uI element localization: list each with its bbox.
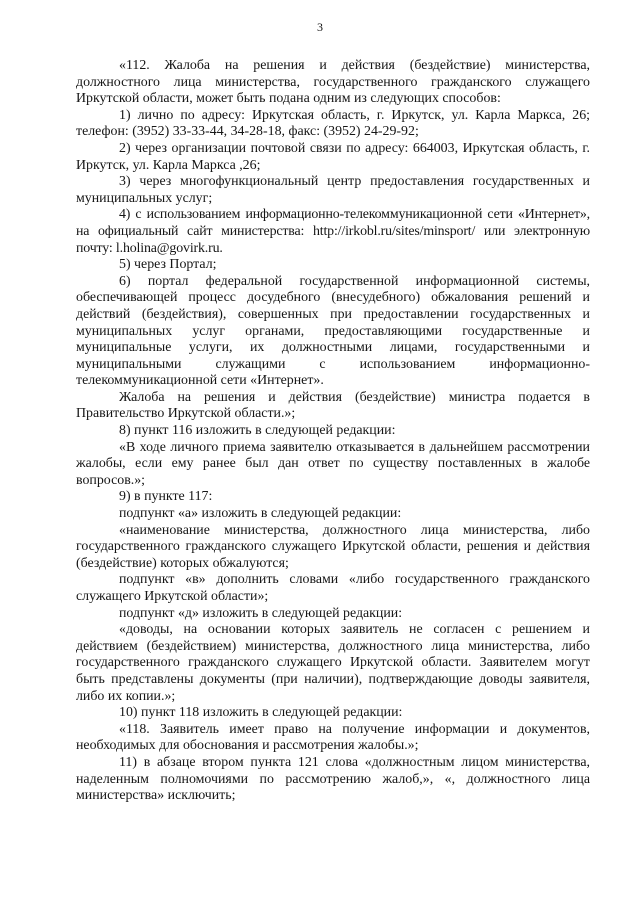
paragraph-method-1: 1) лично по адресу: Иркутская область, г. Иркутск, ул. Карла Маркса, 26; телефон: (3952) 33-33-44, 34-28-18, факс: (3952) 24-29-92; bbox=[76, 107, 590, 140]
paragraph-minister-complaint: Жалоба на решения и действия (бездействие) министра подается в Правительство Иркутской области.»; bbox=[76, 389, 590, 422]
paragraph-item-10: 10) пункт 118 изложить в следующей редакции: bbox=[119, 705, 403, 721]
paragraph-method-3: 3) через многофункциональный центр предоставления государственных и муниципальных услуг; bbox=[76, 174, 590, 206]
paragraph-subitem-d: подпункт «д» изложить в следующей редакции: bbox=[119, 605, 403, 621]
paragraph-112: «112. Жалоба на решения и действия (бездействие) министерства, должностного лица министерства, государственного гражданского служащего Иркутской области, может быть подана одним из следующих способов: bbox=[76, 58, 590, 107]
paragraph-method-2: 2) через организации почтовой связи по адресу: 664003, Иркутская область, г. Иркутск, ул. Карла Маркса ,26; bbox=[76, 140, 590, 173]
page-number: 3 bbox=[317, 20, 323, 34]
paragraph-item-9: 9) в пункте 117: bbox=[119, 489, 213, 505]
paragraph-method-5: 5) через Портал; bbox=[119, 257, 217, 273]
paragraph-item-8-text: «В ходе личного приема заявителю отказывается в дальнейшем рассмотрении жалобы, если ему ранее был дан ответ по существу поставленных в жалобе вопросов.»; bbox=[76, 439, 590, 488]
paragraph-item-10-text: «118. Заявитель имеет право на получение информации и документов, необходимых для обоснования и рассмотрения жалобы.»; bbox=[76, 721, 590, 754]
paragraph-subitem-a: подпункт «а» изложить в следующей редакции: bbox=[119, 506, 402, 522]
paragraph-item-11: 11) в абзаце втором пункта 121 слова «должностным лицом министерства, наделенным полномочиями по рассмотрению жалоб,», «, должностного лица министерства» исключить; bbox=[76, 754, 590, 804]
paragraph-subitem-v: подпункт «в» дополнить словами «либо государственного гражданского служащего Иркутской области»; bbox=[76, 572, 590, 604]
document-body bbox=[76, 58, 590, 805]
paragraph-subitem-d-text: «доводы, на основании которых заявитель не согласен с решением и действием (бездействием) министерства, должностного лица министерства, либо государственного гражданского служащего Иркутской области. Заявителем могут быть представлены документы (при наличии), подтверждающие доводы заявителя, либо их копии.»; bbox=[76, 622, 590, 704]
paragraph-method-4: 4) с использованием информационно-телекоммуникационной сети «Интернет», на официальный сайт министерства: http://irkobl.ru/sites/minsport/ или электронную почту: l.holina@govirk.ru. bbox=[76, 207, 590, 256]
paragraph-subitem-a-text: «наименование министерства, должностного лица министерства, либо государственного гражданского служащего Иркутской области, решения и действия (бездействие) которых обжалуются; bbox=[76, 522, 590, 571]
paragraph-method-6: 6) портал федеральной государственной информационной системы, обеспечивающей процесс досудебного (внесудебного) обжалования решений и действий (бездействия), совершенных при предоставлении государственных и муниципальных услуг органами, предоставляющими государственные и муниципальные услуги, их должностными лицами, государственными и муниципальными служащими с использованием информационно-телекоммуникационной сети «Интернет». bbox=[76, 273, 590, 389]
paragraph-item-8: 8) пункт 116 изложить в следующей редакции: bbox=[119, 423, 396, 439]
